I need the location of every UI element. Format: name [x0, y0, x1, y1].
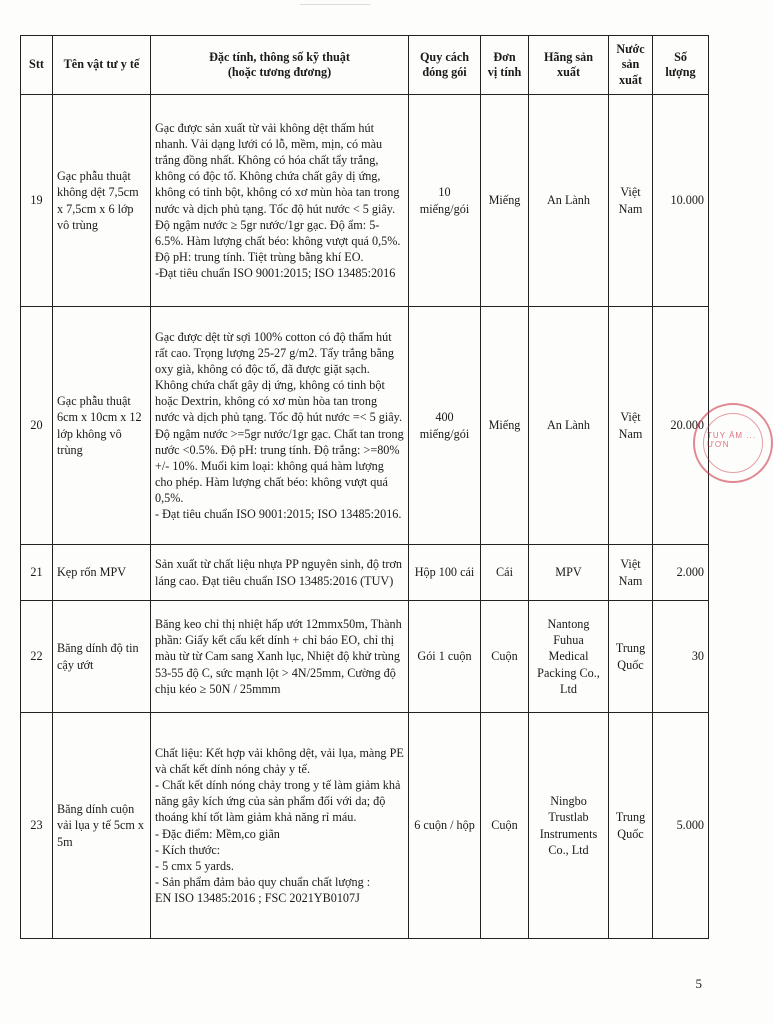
cell-country: Trung Quốc [609, 713, 653, 939]
cell-specification [151, 307, 409, 545]
cell-item-name: Gạc phẫu thuật không dệt 7,5cm x 7,5cm x 6 lớp vô trùng [53, 95, 151, 307]
cell-specification [151, 713, 409, 939]
cell-stt: 19 [21, 95, 53, 307]
cell-specification [151, 545, 409, 601]
header-packing: Quy cách đóng gói [409, 36, 481, 95]
cell-quantity: 10.000 [653, 95, 709, 307]
spec-line: - 5 cmx 5 yards. [155, 858, 234, 873]
header-quantity: Số lượng [653, 36, 709, 95]
spec-line: - Kích thước: [155, 842, 221, 857]
cell-stt: 21 [21, 545, 53, 601]
cell-stt: 23 [21, 713, 53, 939]
header-artifact [300, 0, 370, 5]
cell-country: Việt Nam [609, 307, 653, 545]
cell-item-name: Băng dính cuộn vải lụa y tế 5cm x 5m [53, 713, 151, 939]
header-item-name: Tên vật tư y tế [53, 36, 151, 95]
table-header-row [21, 36, 709, 95]
cell-unit: Cuộn [481, 601, 529, 713]
spec-line: - Đạt tiêu chuẩn ISO 9001:2015; ISO 13485:2016. [155, 506, 402, 521]
cell-unit: Miếng [481, 307, 529, 545]
table-row [21, 307, 709, 545]
header-manufacturer: Hãng sản xuất [529, 36, 609, 95]
spec-line: Sản xuất từ chất liệu nhựa PP nguyên sinh, độ trơn láng cao. Đạt tiêu chuẩn ISO 13485:2016 (TUV) [155, 557, 403, 588]
spec-line: - Sản phẩm đảm bảo quy chuẩn chất lượng : [155, 874, 371, 889]
cell-country: Việt Nam [609, 95, 653, 307]
table-row [21, 95, 709, 307]
cell-quantity: 5.000 [653, 713, 709, 939]
cell-unit: Miếng [481, 95, 529, 307]
cell-stt: 22 [21, 601, 53, 713]
cell-country: Trung Quốc [609, 601, 653, 713]
spec-line: Gạc được dệt từ sợi 100% cotton có độ thấm hút rất cao. Trọng lượng 25-27 g/m2. Tẩy trắng bằng oxy già, không có độc tố, đã được giặt sạch. Không chứa chất gây dị ứng, không có tinh bột hoặc Dextrin, không có xơ mùn hòa tan trong nước và dịch phủ tạng. Tốc độ hút nước =< 5 giây. Độ ngậm nước >=5gr nước/1gr gạc. Chất tan trong nước <0.5%. Độ pH: trung tính. Độ trắng: >=80% +/- 10%. Muối kim loại: không quá hàm lượng cho phép. Hàm lượng chất béo: không vượt quá 0,5%. [155, 329, 404, 505]
cell-manufacturer: Ningbo Trustlab Instruments Co., Ltd [529, 713, 609, 939]
spec-line: Chất liệu: Kết hợp vải không dệt, vải lụa, màng PE và chất kết dính nóng chảy y tế. [155, 746, 404, 777]
cell-manufacturer: An Lành [529, 95, 609, 307]
spec-line: Gạc được sản xuất từ vải không dệt thấm hút nhanh. Vải dạng lưới có lỗ, mềm, mịn, có màu trắng đồng nhất. Không có hóa chất tẩy trắng, không có độc tố. Không chứa chất gây dị ứng, không có tinh bột, không có xơ mùn hòa tan trong nước và dịch phủ tạng. Tốc độ hút nước < 5 giây. Độ ngậm nước ≥ 5gr nước/1gr gạc. Độ ẩm: 5-6.5%. Hàm lượng chất béo: không vượt quá 0,5%. Độ pH: trung tính. Tiệt trùng bằng khí EO. [155, 121, 401, 264]
spec-line: Băng keo chỉ thị nhiệt hấp ướt 12mmx50m, Thành phần: Giấy kết cấu kết dính + chỉ báo EO, chỉ thị màu từ từ Cam sang Xanh lục, Nhiệt độ khử trùng 53-55 độ C, sức mạnh lột > 4N/25mm, Cường độ chịu kéo ≥ 50N / 25mmm [155, 617, 402, 696]
page-number: 5 [695, 976, 702, 991]
cell-specification [151, 601, 409, 713]
cell-item-name: Gạc phẫu thuật 6cm x 10cm x 12 lớp không vô trùng [53, 307, 151, 545]
table-row [21, 545, 709, 601]
cell-unit: Cuộn [481, 713, 529, 939]
header-country: Nước sản xuất [609, 36, 653, 95]
cell-packing: Gói 1 cuộn [409, 601, 481, 713]
cell-manufacturer: MPV [529, 545, 609, 601]
cell-quantity: 20.000 [653, 307, 709, 545]
cell-manufacturer: Nantong Fuhua Medical Packing Co., Ltd [529, 601, 609, 713]
spec-line: - Đặc điểm: Mềm,co giãn [155, 826, 280, 841]
cell-quantity: 2.000 [653, 545, 709, 601]
cell-manufacturer: An Lành [529, 307, 609, 545]
cell-unit: Cái [481, 545, 529, 601]
table-row [21, 601, 709, 713]
cell-packing: Hộp 100 cái [409, 545, 481, 601]
red-seal-stamp [693, 403, 773, 483]
cell-item-name: Kẹp rốn MPV [53, 545, 151, 601]
table-row [21, 713, 709, 939]
supply-spec-table [20, 35, 709, 939]
stamp-text: TUY ÂM ... ƯƠN [707, 431, 756, 449]
cell-packing: 6 cuộn / hộp [409, 713, 481, 939]
spec-line: EN ISO 13485:2016 ; FSC 2021YB0107J [155, 890, 360, 905]
cell-country: Việt Nam [609, 545, 653, 601]
cell-packing: 10 miếng/gói [409, 95, 481, 307]
header-specification: Đặc tính, thông số kỹ thuật (hoặc tương đương) [151, 36, 409, 95]
header-stt: Stt [21, 36, 53, 95]
cell-packing: 400 miếng/gói [409, 307, 481, 545]
spec-line: -Đạt tiêu chuẩn ISO 9001:2015; ISO 13485:2016 [155, 265, 396, 280]
spec-line: - Chất kết dính nóng chảy trong y tế làm giảm khả năng gây kích ứng của sản phẩm đối với da; độ thoáng khí tốt làm giảm khả năng rỉ máu. [155, 778, 401, 825]
cell-quantity: 30 [653, 601, 709, 713]
cell-specification [151, 95, 409, 307]
header-unit: Đơn vị tính [481, 36, 529, 95]
cell-stt: 20 [21, 307, 53, 545]
cell-item-name: Băng dính độ tin cậy ướt [53, 601, 151, 713]
